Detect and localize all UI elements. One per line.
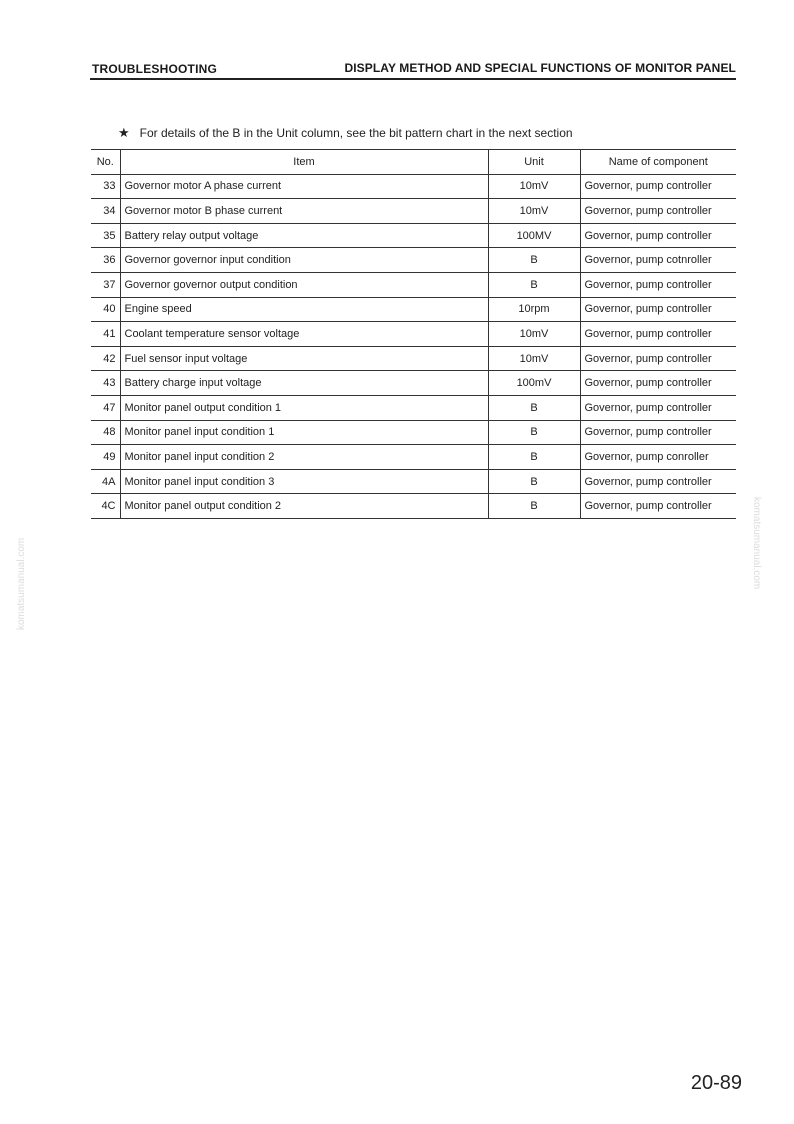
header-item: Item [120,150,488,175]
row-component: Governor, pump controller [580,494,736,519]
row-no: 47 [91,395,120,420]
row-item: Monitor panel input condition 1 [120,420,488,445]
row-unit: 10mV [488,174,580,199]
row-no: 33 [91,174,120,199]
row-item: Monitor panel output condition 1 [120,395,488,420]
header-component: Name of component [580,150,736,175]
row-item: Monitor panel input condition 2 [120,445,488,470]
row-component: Governor, pump conroller [580,445,736,470]
row-unit: 10mV [488,199,580,224]
note-text: For details of the B in the Unit column, see the bit pattern chart in the next section [139,126,573,140]
row-item: Battery relay output voltage [120,223,488,248]
table-header-row [91,150,736,175]
row-unit: 100mV [488,371,580,396]
row-unit: B [488,272,580,297]
row-item: Governor governor input condition [120,248,488,273]
row-component: Governor, pump controller [580,297,736,322]
row-component: Governor, pump controller [580,322,736,347]
row-no: 36 [91,248,120,273]
header-no: No. [91,150,120,175]
table-row [91,346,736,371]
row-item: Coolant temperature sensor voltage [120,322,488,347]
row-unit: 10mV [488,322,580,347]
row-unit: B [488,494,580,519]
row-no: 35 [91,223,120,248]
row-no: 4A [91,469,120,494]
page-title: DISPLAY METHOD AND SPECIAL FUNCTIONS OF MONITOR PANEL [344,61,736,75]
header-divider [90,78,736,80]
row-no: 4C [91,494,120,519]
row-component: Governor, pump controller [580,174,736,199]
table-row [91,174,736,199]
parameter-table [91,149,736,519]
row-item: Governor motor A phase current [120,174,488,199]
row-unit: B [488,395,580,420]
section-title: TROUBLESHOOTING [92,62,217,76]
row-component: Governor, pump controller [580,346,736,371]
row-no: 34 [91,199,120,224]
row-unit: 10rpm [488,297,580,322]
row-component: Governor, pump controller [580,469,736,494]
row-component: Governor, pump controller [580,395,736,420]
star-icon: ★ [118,125,130,140]
table-row [91,469,736,494]
row-component: Governor, pump controller [580,223,736,248]
table-row [91,395,736,420]
row-no: 49 [91,445,120,470]
row-component: Governor, pump cotnroller [580,248,736,273]
row-component: Governor, pump controller [580,420,736,445]
table-row [91,322,736,347]
page-number: 20-89 [690,1072,742,1094]
note [118,125,573,141]
row-component: Governor, pump controller [580,371,736,396]
table-row [91,494,736,519]
row-item: Fuel sensor input voltage [120,346,488,371]
row-component: Governor, pump controller [580,199,736,224]
header-unit: Unit [488,150,580,175]
table-row [91,199,736,224]
table-row [91,420,736,445]
table-row [91,272,736,297]
row-no: 43 [91,371,120,396]
table-row [91,371,736,396]
row-no: 48 [91,420,120,445]
row-item: Monitor panel output condition 2 [120,494,488,519]
row-no: 40 [91,297,120,322]
row-unit: B [488,445,580,470]
row-no: 41 [91,322,120,347]
watermark-left: komatsumanual.com [16,537,27,630]
row-component: Governor, pump controller [580,272,736,297]
row-unit: B [488,469,580,494]
table-row [91,445,736,470]
row-item: Engine speed [120,297,488,322]
row-unit: B [488,420,580,445]
row-no: 42 [91,346,120,371]
row-item: Governor governor output condition [120,272,488,297]
table-row [91,223,736,248]
row-item: Governor motor B phase current [120,199,488,224]
row-item: Monitor panel input condition 3 [120,469,488,494]
watermark-right: komatsumanual.com [751,497,762,590]
row-unit: 10mV [488,346,580,371]
row-unit: 100MV [488,223,580,248]
table-row [91,297,736,322]
row-item: Battery charge input voltage [120,371,488,396]
row-no: 37 [91,272,120,297]
table-row [91,248,736,273]
row-unit: B [488,248,580,273]
